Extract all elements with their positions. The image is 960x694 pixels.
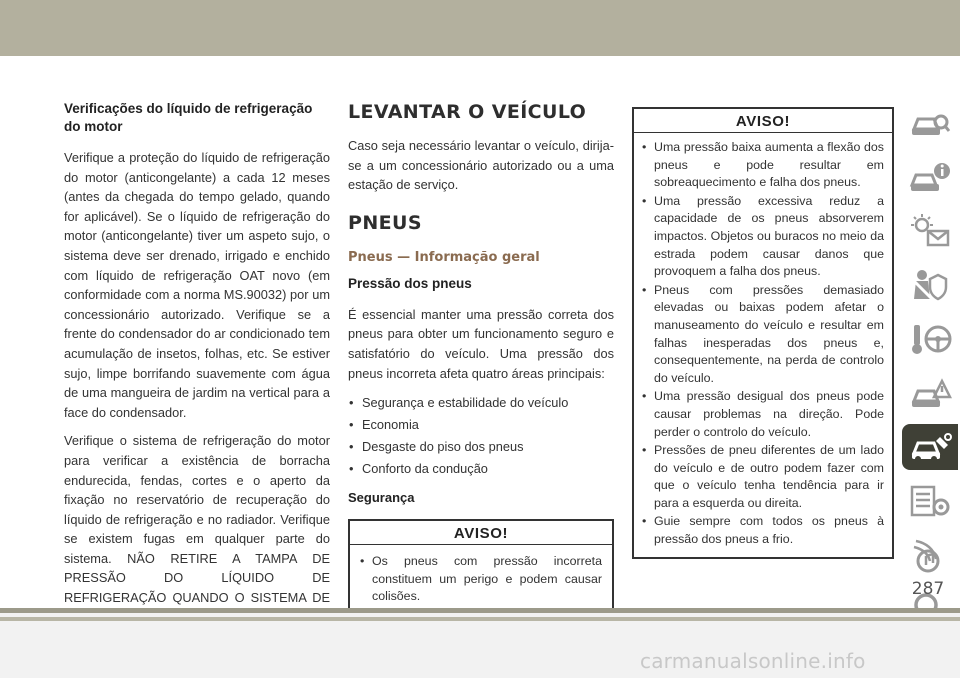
chapter-tabs — [898, 100, 960, 694]
service-icon — [908, 429, 952, 465]
coolant-paragraph-1: Verifique a proteção do líquido de refrigeração do motor (anticongelante) a cada 12 meses (antes da chegada do tempo gelado, quando for aplicável). Se o líquido de refrigeração do motor (anticongelante) tiver um aspeto sujo, o sistema deve ser drenado, irrigado e enchido com líquido de refrigeração OAT novo (em conformidade com a norma MS.90032) por um concessionário autorizado. Verifique se a frente do condensador do ar condicionado tem acumulação de insetos, folhas, etc. Se estiver sujo, limpe borrifando suavemente com água de uma mangueira de jardim na vertical para a face do condensador. — [64, 150, 330, 420]
pressure-areas-list — [348, 392, 614, 480]
bottom-rule — [0, 617, 960, 621]
tab-car-info[interactable] — [902, 154, 958, 200]
warning-item: • Pneus com pressões demasiado elevadas ou baixas podem afetar o manuseamento do veículo e resultar em falhas inesperadas dos pneus e, consequentemente, na perda de controlo do veículo. — [642, 282, 884, 388]
tire-pressure-heading: Pressão dos pneus — [348, 275, 472, 291]
multimedia-icon — [908, 537, 952, 573]
tab-safety[interactable] — [902, 262, 958, 308]
warning-item: • Uma pressão desigual dos pneus pode causar problemas na direção. Pode perder o controlo do veículo. — [642, 388, 884, 441]
specs-icon — [908, 483, 952, 519]
list-item: • Segurança e estabilidade do veículo — [348, 392, 614, 414]
tab-emergency[interactable] — [902, 370, 958, 416]
warning-item: • Guie sempre com todos os pneus à pressão dos pneus a frio. — [642, 513, 884, 548]
tab-car-search[interactable] — [902, 100, 958, 146]
starting-icon — [908, 321, 952, 357]
bottom-rule — [0, 608, 960, 613]
tab-specs[interactable] — [902, 478, 958, 524]
warning-item: • Pressões de pneu diferentes de um lado do veículo e de outro podem fazer com que o veículo tenha tendência para ir para a esquerda ou direita. — [642, 442, 884, 512]
tab-multimedia[interactable] — [902, 532, 958, 578]
top-band — [0, 0, 960, 56]
lifting-paragraph: Caso seja necessário levantar o veículo, dirija-se a um concessionário autorizado ou a uma estação de serviço. — [348, 138, 614, 193]
warning-title: AVISO! — [634, 109, 892, 133]
warning-lights-icon — [908, 213, 952, 249]
list-item: • Conforto da condução — [348, 458, 614, 480]
tab-service[interactable] — [902, 424, 958, 470]
column-coolant — [64, 100, 330, 636]
warning-box-pressure — [632, 107, 894, 559]
lifting-title: LEVANTAR O VEÍCULO — [348, 101, 587, 123]
list-item: • Economia — [348, 414, 614, 436]
car-info-icon — [908, 159, 952, 195]
warning-item: • Uma pressão excessiva reduz a capacidade de os pneus absorverem impactos. Objetos ou buracos no meio da estrada podem causar danos que provoquem a falha dos pneus. — [642, 193, 884, 281]
list-item: • Desgaste do piso dos pneus — [348, 436, 614, 458]
watermark: carmanualsonline.info — [640, 649, 866, 673]
column-lifting-tires — [348, 100, 614, 618]
warning-list — [642, 139, 884, 549]
warning-title: AVISO! — [350, 521, 612, 545]
warning-list — [360, 553, 602, 606]
coolant-paragraph-2: Verifique o sistema de refrigeração do motor para verificar a existência de borracha endurecida, fendas, cortes e o aperto da fixação no reservatório de recuperação do líquido de refrigeração e no radiador. Verifique se existem fugas em qualquer parte do sistema. NÃO RETIRE A TAMPA DE PRESSÃO DO LÍQUIDO DE REFRIGERAÇÃO QUANDO O SISTEMA DE — [64, 433, 330, 606]
tire-pressure-paragraph: É essencial manter uma pressão correta dos pneus para obter um funcionamento seguro e satisfatório do veículo. Uma pressão dos pneus incorreta afeta quatro áreas principais: — [348, 306, 614, 381]
tab-starting[interactable] — [902, 316, 958, 362]
car-search-icon — [908, 105, 952, 141]
emergency-icon — [908, 375, 952, 411]
safety-label: Segurança — [348, 490, 415, 506]
column-warnings — [632, 107, 894, 559]
warning-box-collisions — [348, 519, 614, 618]
warning-item: • Os pneus com pressão incorreta constituem um perigo e podem causar colisões. — [360, 553, 602, 606]
tires-general-subhead: Pneus — Informação geral — [348, 249, 540, 265]
tab-warning-lights[interactable] — [902, 208, 958, 254]
warning-item: • Uma pressão baixa aumenta a flexão dos pneus e pode resultar em sobreaquecimento e falha dos pneus. — [642, 139, 884, 192]
page-number: 287 — [911, 579, 945, 599]
safety-icon — [908, 267, 952, 303]
coolant-heading: Verificações do líquido de refrigeração do motor — [64, 101, 313, 134]
tires-title: PNEUS — [348, 211, 422, 234]
